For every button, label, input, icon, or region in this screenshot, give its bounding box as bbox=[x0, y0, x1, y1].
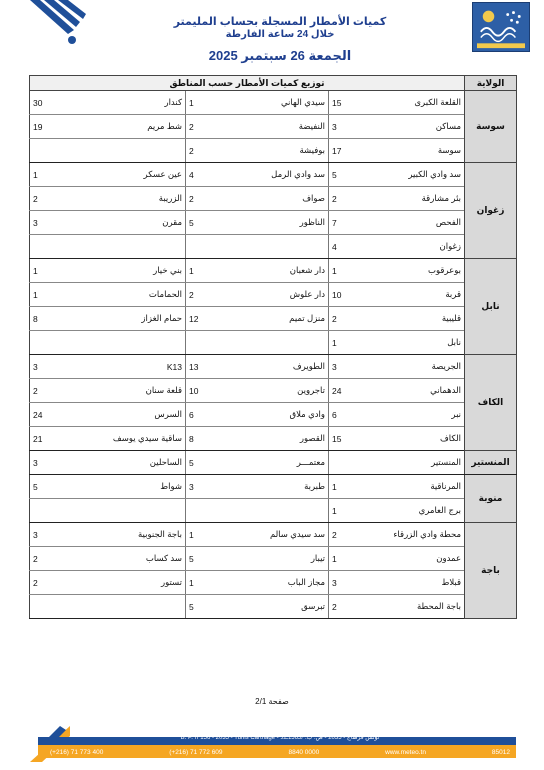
table-row bbox=[30, 571, 517, 595]
table-row bbox=[30, 355, 517, 379]
station-name: الزريبة bbox=[84, 187, 186, 211]
table-row bbox=[30, 331, 517, 355]
station-name: سد وادي الكبير bbox=[373, 163, 465, 187]
rainfall-value: 5 bbox=[30, 475, 84, 499]
station-name: بني خيار bbox=[84, 259, 186, 283]
station-name: منزل تميم bbox=[239, 307, 329, 331]
rainfall-value bbox=[30, 595, 84, 619]
rainfall-value: 1 bbox=[329, 259, 373, 283]
station-name: نبر bbox=[373, 403, 465, 427]
station-name: قربة bbox=[373, 283, 465, 307]
rainfall-value: 1 bbox=[30, 259, 84, 283]
short-number: 85012 bbox=[491, 748, 510, 756]
station-name: دار شعبان bbox=[239, 259, 329, 283]
rainfall-value: 1 bbox=[329, 499, 373, 523]
governorate-cell: منوبة bbox=[465, 475, 517, 523]
website-link[interactable]: www.meteo.tn bbox=[385, 748, 426, 756]
phone-2: (+216) 71 772 609 bbox=[169, 748, 223, 756]
rainfall-value bbox=[30, 331, 84, 355]
station-name: عمدون bbox=[373, 547, 465, 571]
station-name: نابل bbox=[373, 331, 465, 355]
station-name: القصور bbox=[239, 427, 329, 451]
station-name: الحمامات bbox=[84, 283, 186, 307]
rainfall-value: 4 bbox=[329, 235, 373, 259]
report-date: الجمعة 26 سبتمبر 2025 bbox=[208, 48, 352, 63]
rainfall-value: 24 bbox=[329, 379, 373, 403]
rainfall-value: 1 bbox=[186, 91, 239, 115]
station-name: تستور bbox=[84, 571, 186, 595]
station-name: سد كساب bbox=[84, 547, 186, 571]
table-row bbox=[30, 139, 517, 163]
rainfall-value: 15 bbox=[329, 427, 373, 451]
footer-contacts bbox=[50, 746, 510, 758]
station-name: قليبية bbox=[373, 307, 465, 331]
station-name bbox=[239, 235, 329, 259]
rainfall-value bbox=[30, 139, 84, 163]
station-name: طبربة bbox=[239, 475, 329, 499]
station-name: الجريصة bbox=[373, 355, 465, 379]
governorate-cell: الكاف bbox=[465, 355, 517, 451]
rainfall-value: 6 bbox=[329, 403, 373, 427]
rainfall-value: 5 bbox=[186, 211, 239, 235]
table-row bbox=[30, 547, 517, 571]
station-name: بوعرقوب bbox=[373, 259, 465, 283]
station-name: بوفيشة bbox=[239, 139, 329, 163]
rainfall-value: 2 bbox=[186, 187, 239, 211]
rainfall-table-body bbox=[30, 91, 517, 619]
station-name bbox=[239, 499, 329, 523]
rainfall-value: 2 bbox=[186, 283, 239, 307]
rainfall-value: 30 bbox=[30, 91, 84, 115]
rainfall-value: 2 bbox=[186, 115, 239, 139]
distribution-column-header: توزيع كميات الأمطار حسب المناطق bbox=[30, 76, 465, 91]
rainfall-value: 8 bbox=[186, 427, 239, 451]
station-name: الطويرف bbox=[239, 355, 329, 379]
table-row bbox=[30, 283, 517, 307]
governorate-cell: سوسة bbox=[465, 91, 517, 163]
rainfall-value: 2 bbox=[186, 139, 239, 163]
station-name: النفيضة bbox=[239, 115, 329, 139]
green-number: 8840 0000 bbox=[288, 748, 320, 756]
table-row bbox=[30, 499, 517, 523]
rainfall-value: 1 bbox=[186, 523, 239, 547]
station-name: السرس bbox=[84, 403, 186, 427]
station-name bbox=[84, 139, 186, 163]
station-name: صواف bbox=[239, 187, 329, 211]
meteo-emblem bbox=[472, 2, 530, 52]
rainfall-value: 3 bbox=[30, 211, 84, 235]
table-row bbox=[30, 379, 517, 403]
rainfall-value: 3 bbox=[186, 475, 239, 499]
station-name: القلعة الكبرى bbox=[373, 91, 465, 115]
station-name: كندار bbox=[84, 91, 186, 115]
station-name: محطة وادي الزرقاء bbox=[373, 523, 465, 547]
rainfall-value: 5 bbox=[186, 451, 239, 475]
station-name: مقرن bbox=[84, 211, 186, 235]
rainfall-value: 5 bbox=[329, 163, 373, 187]
rainfall-value: 3 bbox=[30, 523, 84, 547]
table-row bbox=[30, 451, 517, 475]
rainfall-value: 1 bbox=[329, 547, 373, 571]
rainfall-value: 1 bbox=[30, 283, 84, 307]
station-name: ساقية سيدي يوسف bbox=[84, 427, 186, 451]
station-name: وادي ملاق bbox=[239, 403, 329, 427]
rainfall-value: 2 bbox=[30, 379, 84, 403]
footer-address: B. P. n°156 - 2035 - Tunis Carthage - تونس قرطاج - 2035 - ص. ب. عـ156ـدد bbox=[180, 735, 380, 741]
rainfall-value: 24 bbox=[30, 403, 84, 427]
rainfall-value: 2 bbox=[30, 571, 84, 595]
rainfall-value: 19 bbox=[30, 115, 84, 139]
station-name: قلعة سنان bbox=[84, 379, 186, 403]
station-name: قبلاط bbox=[373, 571, 465, 595]
rainfall-value: 2 bbox=[329, 187, 373, 211]
rainfall-value: 1 bbox=[30, 163, 84, 187]
station-name: معتمـــر bbox=[239, 451, 329, 475]
station-name: مجاز الباب bbox=[239, 571, 329, 595]
rainfall-table bbox=[29, 75, 517, 619]
table-row bbox=[30, 403, 517, 427]
rainfall-value: 5 bbox=[186, 547, 239, 571]
rainfall-value bbox=[186, 235, 239, 259]
station-name: حمام الغزاز bbox=[84, 307, 186, 331]
rainfall-value: 1 bbox=[186, 571, 239, 595]
station-name: باجة المحطة bbox=[373, 595, 465, 619]
rainfall-value: 3 bbox=[329, 115, 373, 139]
station-name: شواط bbox=[84, 475, 186, 499]
station-name: الناظور bbox=[239, 211, 329, 235]
station-name: K13 bbox=[84, 355, 186, 379]
report-subtitle: خلال 24 ساعة الفارطة bbox=[225, 29, 335, 40]
institute-corner-logo bbox=[30, 0, 90, 46]
rainfall-value: 1 bbox=[186, 259, 239, 283]
station-name: مساكن bbox=[373, 115, 465, 139]
rainfall-value: 2 bbox=[329, 307, 373, 331]
rainfall-value: 1 bbox=[329, 475, 373, 499]
station-name: الدهماني bbox=[373, 379, 465, 403]
rainfall-value: 21 bbox=[30, 427, 84, 451]
station-name: الفحص bbox=[373, 211, 465, 235]
table-row bbox=[30, 235, 517, 259]
rainfall-value: 10 bbox=[329, 283, 373, 307]
station-name: الكاف bbox=[373, 427, 465, 451]
rainfall-value: 17 bbox=[329, 139, 373, 163]
rainfall-value: 2 bbox=[30, 547, 84, 571]
rainfall-value: 1 bbox=[329, 331, 373, 355]
rainfall-value: 3 bbox=[329, 571, 373, 595]
report-title: كميات الأمطار المسجلة بحساب المليمتر bbox=[173, 16, 387, 28]
station-name: زغوان bbox=[373, 235, 465, 259]
rainfall-value: 3 bbox=[30, 355, 84, 379]
table-row bbox=[30, 259, 517, 283]
station-name: عين عسكر bbox=[84, 163, 186, 187]
table-row bbox=[30, 427, 517, 451]
station-name: تبرسق bbox=[239, 595, 329, 619]
station-name: المرناقية bbox=[373, 475, 465, 499]
rainfall-value: 3 bbox=[329, 355, 373, 379]
table-row bbox=[30, 115, 517, 139]
rainfall-value: 6 bbox=[186, 403, 239, 427]
rainfall-value bbox=[329, 451, 373, 475]
governorate-cell: باجة bbox=[465, 523, 517, 619]
station-name: الساحلين bbox=[84, 451, 186, 475]
table-row bbox=[30, 211, 517, 235]
station-name: برج العامري bbox=[373, 499, 465, 523]
rainfall-value: 2 bbox=[30, 187, 84, 211]
governorate-column-header: الولاية bbox=[465, 76, 517, 91]
page-number: صفحة 2/1 bbox=[255, 697, 289, 706]
station-name bbox=[84, 331, 186, 355]
table-row bbox=[30, 187, 517, 211]
rainfall-value: 3 bbox=[30, 451, 84, 475]
station-name bbox=[84, 595, 186, 619]
rainfall-value bbox=[186, 331, 239, 355]
rainfall-value bbox=[186, 499, 239, 523]
governorate-cell: زغوان bbox=[465, 163, 517, 259]
rainfall-value: 2 bbox=[329, 523, 373, 547]
rainfall-value bbox=[30, 235, 84, 259]
station-name: بئر مشارقة bbox=[373, 187, 465, 211]
station-name: باجة الجنوبية bbox=[84, 523, 186, 547]
station-name: سد سيدي سالم bbox=[239, 523, 329, 547]
station-name bbox=[84, 235, 186, 259]
station-name: المنستير bbox=[373, 451, 465, 475]
table-row bbox=[30, 595, 517, 619]
rainfall-value: 4 bbox=[186, 163, 239, 187]
table-row bbox=[30, 163, 517, 187]
station-name: سيدي الهاني bbox=[239, 91, 329, 115]
station-name: سد وادي الرمل bbox=[239, 163, 329, 187]
station-name: دار علوش bbox=[239, 283, 329, 307]
rainfall-value: 8 bbox=[30, 307, 84, 331]
station-name bbox=[239, 331, 329, 355]
rainfall-value: 12 bbox=[186, 307, 239, 331]
rainfall-value: 2 bbox=[329, 595, 373, 619]
rainfall-value: 15 bbox=[329, 91, 373, 115]
rainfall-value: 5 bbox=[186, 595, 239, 619]
rainfall-value: 7 bbox=[329, 211, 373, 235]
station-name: سوسة bbox=[373, 139, 465, 163]
station-name: شط مريم bbox=[84, 115, 186, 139]
table-row bbox=[30, 91, 517, 115]
governorate-cell: المنستير bbox=[465, 451, 517, 475]
phone-1: (+216) 71 773 400 bbox=[50, 748, 104, 756]
station-name bbox=[84, 499, 186, 523]
table-row bbox=[30, 307, 517, 331]
governorate-cell: نابل bbox=[465, 259, 517, 355]
table-row bbox=[30, 523, 517, 547]
station-name: تيبار bbox=[239, 547, 329, 571]
rainfall-value: 10 bbox=[186, 379, 239, 403]
table-row bbox=[30, 475, 517, 499]
rainfall-value: 13 bbox=[186, 355, 239, 379]
rainfall-value bbox=[30, 499, 84, 523]
station-name: تاجروين bbox=[239, 379, 329, 403]
